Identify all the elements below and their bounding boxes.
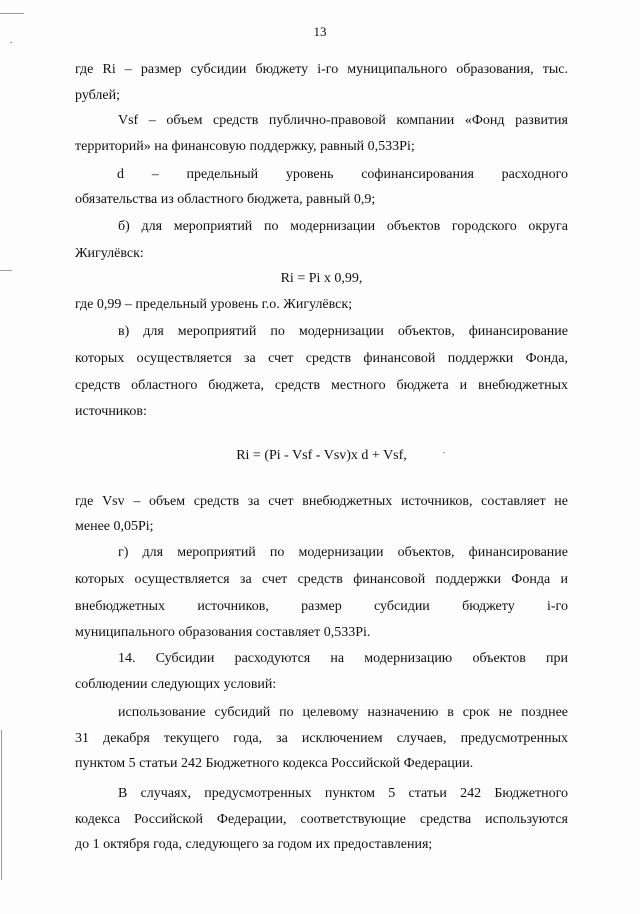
- line-p3-1: [117, 161, 568, 188]
- line-p2-1: Vsf – объем средств публично-правовой компании «Фонд развития: [118, 113, 568, 128]
- line-p7-1: где Vsv – объем средств за счет внебюджетных источников, составляет не: [75, 494, 568, 509]
- formula-2: Ri = (Pi - Vsf - Vsv)x d + Vsf,: [236, 448, 407, 463]
- word: софинансирования: [361, 167, 474, 182]
- word: бюджету: [462, 599, 515, 614]
- formula-1: Ri = Pi x 0,99,: [280, 271, 363, 286]
- line-p8-1: г) для мероприятий по модернизации объектов, финансирование: [118, 545, 568, 560]
- line-p4-2: Жигулёвск:: [75, 246, 144, 261]
- line-p11-1: В случаях, предусмотренных пунктом 5 статьи 242 Бюджетного: [118, 786, 568, 801]
- line-p6-1: в) для мероприятий по модернизации объектов, финансирование: [118, 324, 568, 339]
- line-p5-1: где 0,99 – предельный уровень г.о. Жигулёвск;: [75, 297, 353, 312]
- line-p4-1: б) для мероприятий по модернизации объектов городского округа: [118, 219, 568, 234]
- word: уровень: [285, 167, 334, 182]
- line-p8-3: [75, 593, 568, 620]
- line-p2-2: территорий» на финансовую поддержку, равный 0,533Pi;: [75, 139, 415, 154]
- line-p9-1: 14. Субсидии расходуются на модернизацию объектов при: [118, 651, 568, 666]
- line-p11-3: до 1 октября года, следующего за годом их предоставления;: [75, 837, 433, 852]
- line-p6-3: средств областного бюджета, средств местного бюджета и внебюджетных: [75, 378, 568, 393]
- word: d: [117, 167, 124, 182]
- line-p3-2: обязательства из областного бюджета, равный 0,9;: [75, 192, 376, 207]
- line-p10-1: использование субсидий по целевому назначению в срок не позднее: [118, 705, 568, 720]
- line-p11-2: кодекса Российской Федерации, соответствующие средства используются: [75, 812, 568, 827]
- word: внебюджетных: [75, 599, 166, 614]
- line-p6-2: которых осуществляется за счет средств финансовой поддержки Фонда,: [75, 351, 568, 366]
- word: расходного: [501, 167, 568, 182]
- line-p1-1: где Ri – размер субсидии бюджету i-го муниципального образования, тыс.: [75, 62, 568, 77]
- line-p7-2: менее 0,05Pi;: [75, 519, 154, 534]
- word: –: [151, 167, 159, 182]
- scan-mark: [1, 730, 2, 880]
- line-p1-2: рублей;: [75, 88, 120, 103]
- scan-mark: [10, 42, 12, 43]
- line-p8-2: которых осуществляется за счет средств финансовой поддержки Фонда и: [75, 572, 568, 587]
- line-p8-4: муниципального образования составляет 0,533Pi.: [75, 625, 371, 640]
- word: i-го: [547, 599, 568, 614]
- line-p10-2: 31 декабря текущего года, за исключением случаев, предусмотренных: [75, 731, 568, 746]
- line-p6-4: источников:: [75, 404, 147, 419]
- line-p10-3: пунктом 5 статьи 242 Бюджетного кодекса Российской Федерации.: [75, 756, 474, 771]
- word: предельный: [186, 167, 259, 182]
- word: источников,: [197, 599, 269, 614]
- scan-mark: [0, 13, 24, 14]
- word: размер: [301, 599, 342, 614]
- scan-mark: [443, 452, 445, 453]
- word: субсидии: [374, 599, 430, 614]
- page-number: 13: [313, 24, 327, 39]
- scan-mark: [0, 270, 12, 271]
- line-p9-2: соблюдении следующих условий:: [75, 677, 277, 692]
